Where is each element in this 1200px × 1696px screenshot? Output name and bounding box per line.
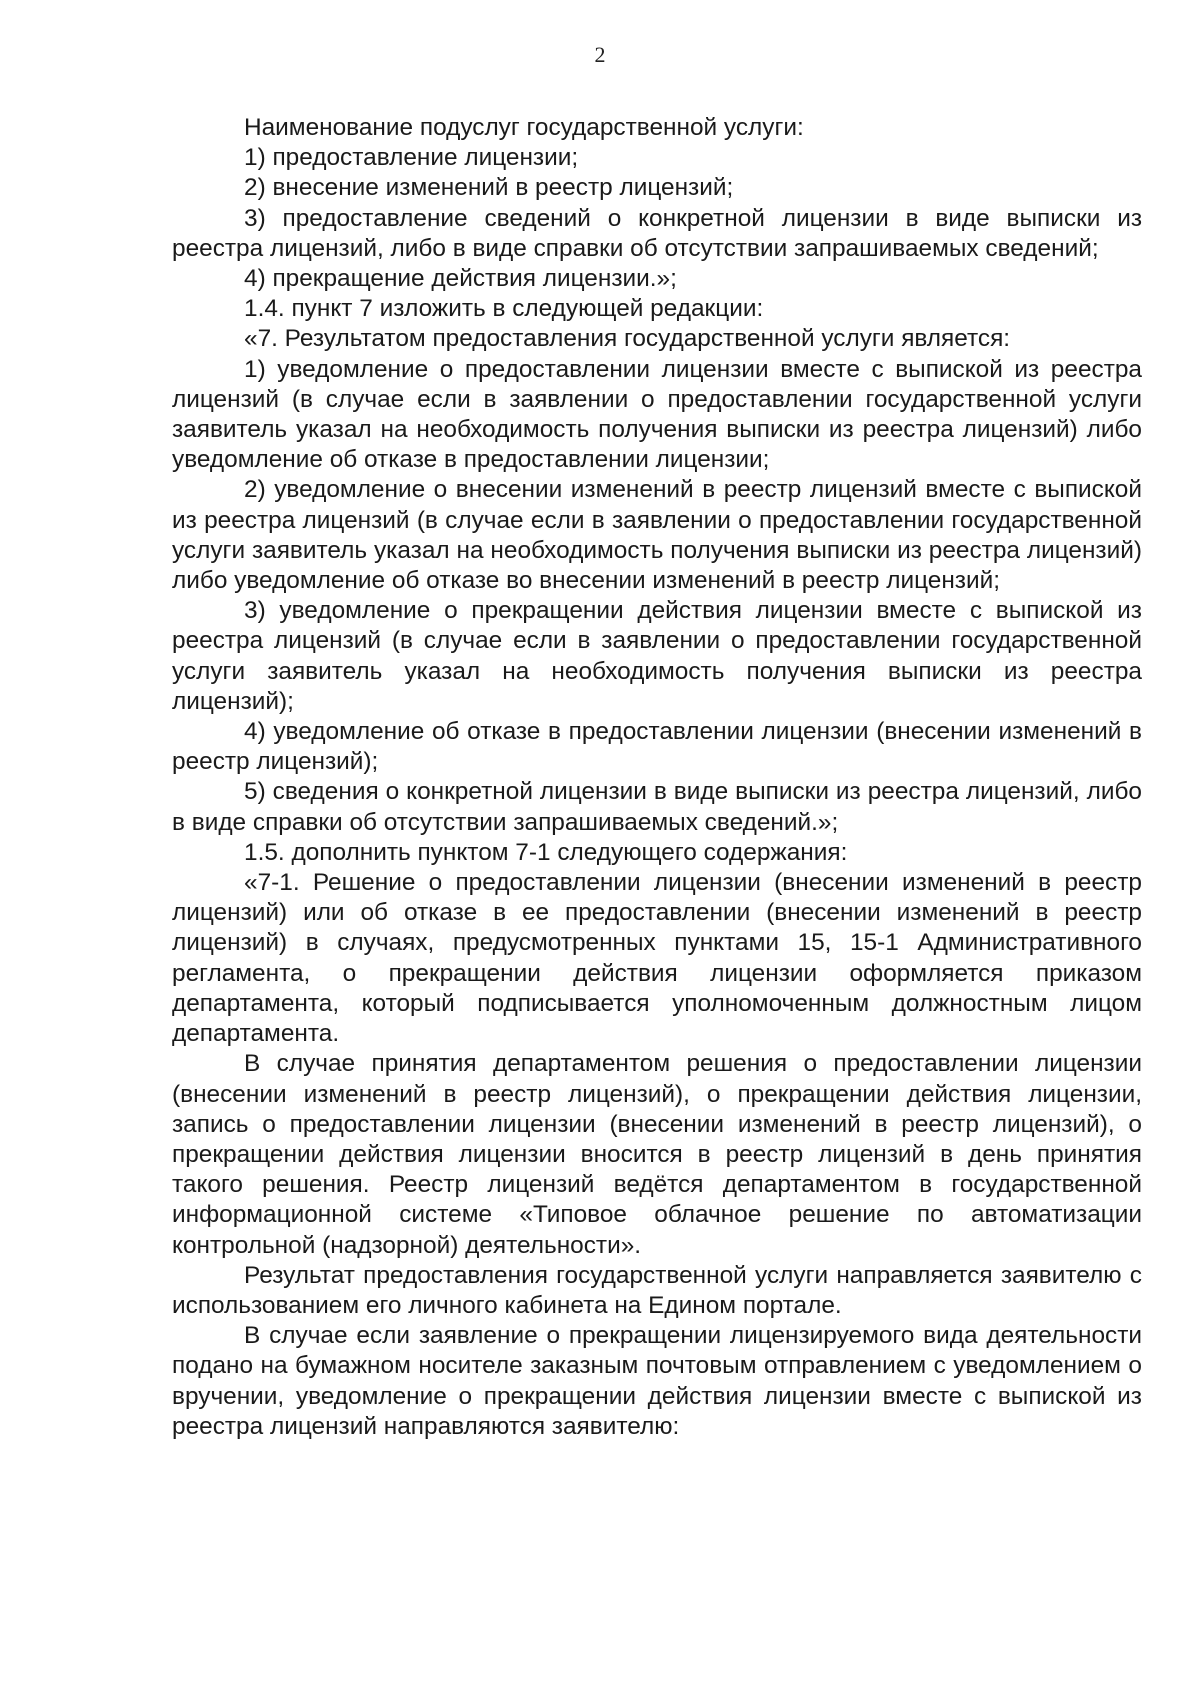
paragraph: 1) предоставление лицензии;	[244, 144, 579, 172]
page-number: 2	[594, 42, 606, 67]
paragraph: 3) уведомление о прекращении действия лицензии вместе с выпиской из реестра лицензий (в случае если в заявлении о предоставлении государственной услуги заявитель указал на необходимость получения выписки из реестра лицензий);	[172, 597, 1142, 715]
paragraph: 2) уведомление о внесении изменений в реестр лицензий вместе с выпиской из реестра лицензий (в случае если в заявлении о предоставлении государственной услуги заявитель указал на необходимость получения выписки из реестра лицензий) либо уведомление об отказе во внесении изменений в реестр лицензий;	[172, 476, 1142, 595]
paragraph: 1.4. пункт 7 изложить в следующей редакции:	[244, 295, 764, 323]
paragraph: Результат предоставления государственной услуги направляется заявителю с использованием его личного кабинета на Едином портале.	[172, 1261, 1142, 1319]
paragraph: 1) уведомление о предоставлении лицензии вместе с выпиской из реестра лицензий (в случае если в заявлении о предоставлении государственной услуги заявитель указал на необходимость получения выписки из реестра лицензий) либо уведомление об отказе в предоставлении лицензии;	[172, 355, 1142, 474]
paragraph: 1.5. дополнить пунктом 7-1 следующего содержания:	[244, 838, 848, 866]
paragraph: 3) предоставление сведений о конкретной лицензии в виде выписки из реестра лицензий, либо в виде справки об отсутствии запрашиваемых сведений;	[172, 204, 1142, 262]
paragraph: 4) прекращение действия лицензии.»;	[244, 265, 677, 293]
paragraph: «7-1. Решение о предоставлении лицензии (внесении изменений в реестр лицензий) или об отказе в ее предоставлении (внесении изменений в реестр лицензий) в случаях, предусмотренных пунктами 15, 15-1 Административного регламента, о прекращении действия лицензии оформляется приказом департамента, который подписывается уполномоченным должностным лицом департамента.	[172, 869, 1142, 1048]
paragraph: В случае если заявление о прекращении лицензируемого вида деятельности подано на бумажном носителе заказным почтовым отправлением с уведомлением о вручении, уведомление о прекращении действия лицензии вместе с выпиской из реестра лицензий направляются заявителю:	[172, 1322, 1142, 1440]
paragraph: Наименование подуслуг государственной услуги:	[244, 114, 804, 141]
document-body	[172, 113, 1142, 1442]
paragraph: В случае принятия департаментом решения о предоставлении лицензии (внесении изменений в реестр лицензий), о прекращении действия лицензии, запись о предоставлении лицензии (внесении изменений в реестр лицензий), о прекращении действия лицензии вносится в реестр лицензий в день принятия такого решения. Реестр лицензий ведётся департаментом в государственной информационной системе «Типовое облачное решение по автоматизации контрольной (надзорной) деятельности».	[172, 1050, 1142, 1259]
paragraph: 5) сведения о конкретной лицензии в виде выписки из реестра лицензий, либо в виде справки об отсутствии запрашиваемых сведений.»;	[172, 778, 1142, 836]
paragraph: «7. Результатом предоставления государственной услуги является:	[244, 325, 1011, 353]
paragraph: 4) уведомление об отказе в предоставлении лицензии (внесении изменений в реестр лицензий);	[172, 718, 1142, 776]
paragraph: 2) внесение изменений в реестр лицензий;	[244, 174, 734, 202]
